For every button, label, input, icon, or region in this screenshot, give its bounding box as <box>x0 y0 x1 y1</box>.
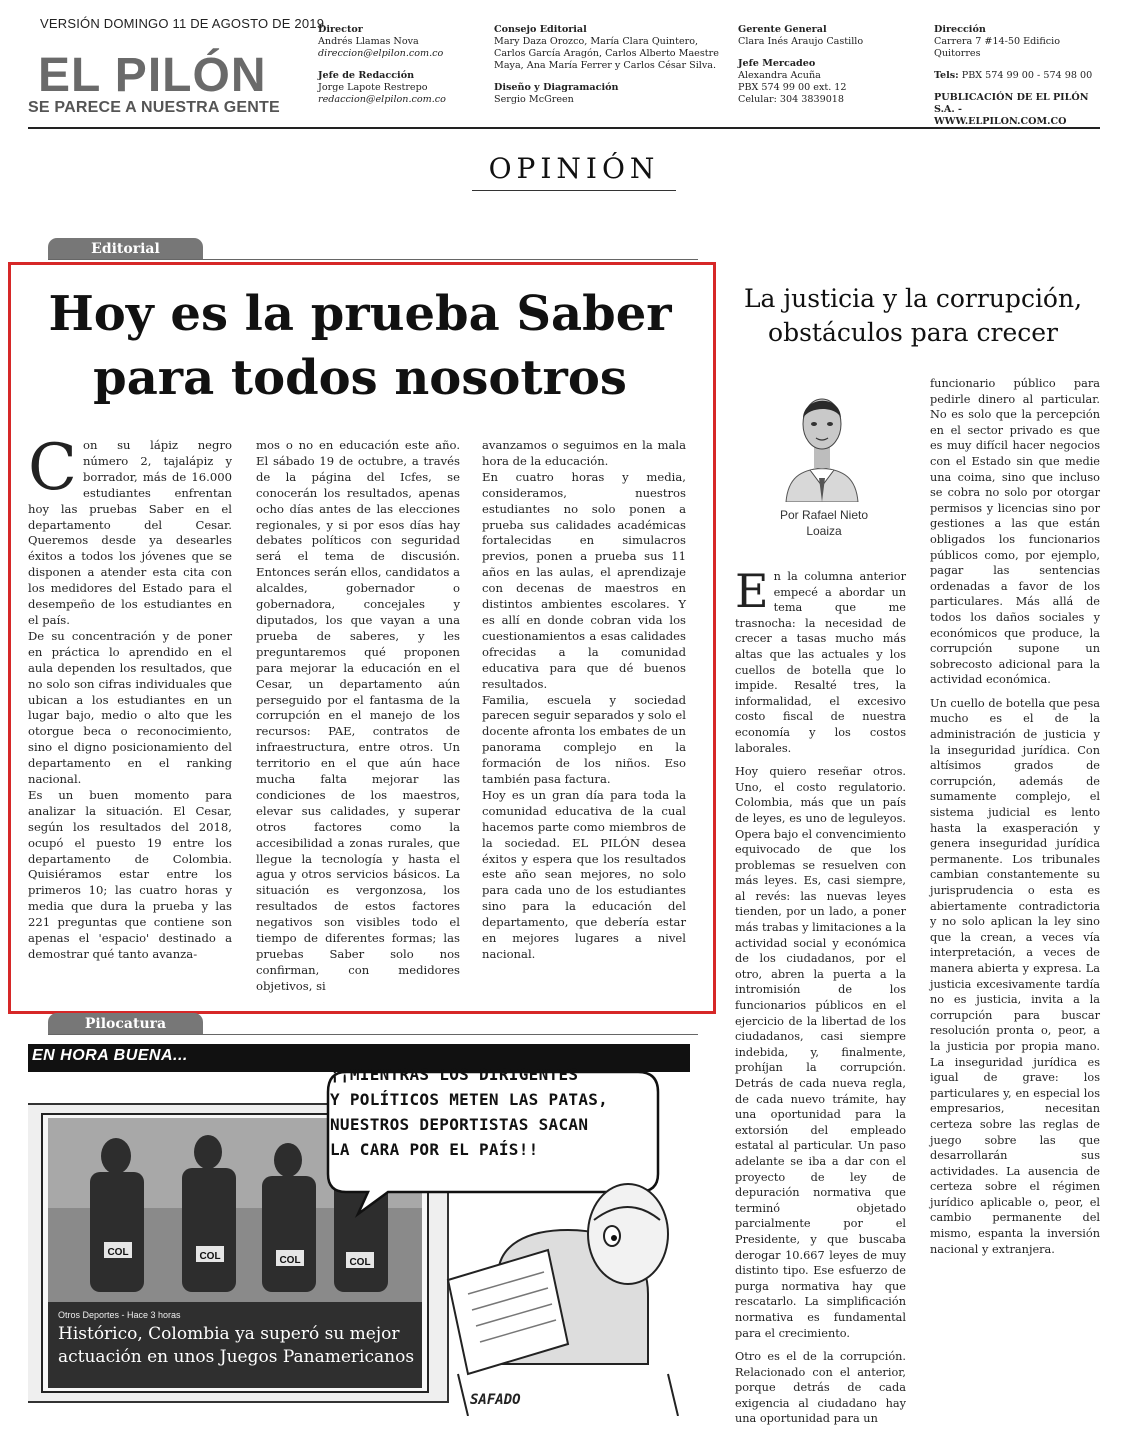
editorial-headline-line-2: para todos nosotros <box>93 350 627 406</box>
staff-name: Alexandra Acuña <box>738 70 821 81</box>
editorial-headline-line-1: Hoy es la prueba Saber <box>48 286 672 342</box>
editorial-column-2 <box>256 438 460 995</box>
staff-email: redaccion@elpilon.com.co <box>318 94 446 105</box>
editorial-column-3 <box>482 438 686 963</box>
staff-name: Clara Inés Araujo Castillo <box>738 36 864 47</box>
jersey-label: COL <box>349 1257 371 1268</box>
column-body-right <box>930 376 1100 1257</box>
column-drop-cap: E <box>735 564 769 618</box>
editorial-paragraph: mos o no en educación este año. El sábado 19 de octubre, a través de la página del Icfes, se conocerán los resultados, apenas ocho días antes de las elecciones regionales, y si por esos días hay debates políticos con seguridad será el tema de discusión. Entonces serán ellos, candidatos a alcaldes, gobernador o gobernadora, concejales y diputados, los que vayan a una prueba de saberes, y les preguntaremos qué proponen para mejorar la educación en el Cesar, un departamento aún perseguido por el fantasma de la corrupción en el manejo de los recursos: PAE, contratos de infraestructura, entre otros. Un territorio en el que aún hace mucha falta mejorar las condiciones de los maestros, elevar sus calidades, y superar otros factores como la accesibilidad a zonas rurales, que llegue la tecnología y hasta el agua y otros servicios básicos. La situación es vergonzosa, los resultados de estos factores negativos son visibles todo el tiempo de diferentes formas; las pruebas Saber solo nos confirman, con medidores objetivos, si <box>256 438 460 993</box>
staff-email: direccion@elpilon.com.co <box>318 48 444 59</box>
editorial-paragraph: De su concentración y de poner en práctica lo aprendido en el aula dependen los resultados, que no solo son cifras individuales que ubican a los estudiantes en un lugar bajo, medio o alto que les otorgue beca o reconocimiento, sino el digno posicionamiento del departamento en el ranking nacional. <box>28 628 232 787</box>
cartoonist-signature: SAFADO <box>470 1392 521 1408</box>
staff-role: Jefe Mercadeo <box>738 58 816 69</box>
editorial-column-1 <box>28 431 232 963</box>
column-body-left <box>735 564 906 1427</box>
staff-column-4 <box>934 24 1104 128</box>
staff-phone: Celular: 304 3839018 <box>738 94 845 105</box>
editorial-paragraph: on su lápiz negro número 2, tajalápiz y borrador, más de 16.000 estudiantes enfrentan hoy las pruebas Saber en el departamento del Cesar. Queremos desde ya desearles éxitos a todos los jóvenes que se disponen a atender esta cita con los medidores del Estado para el desempeño de los estudiantes en el país. <box>28 438 232 627</box>
staff-column-3 <box>738 24 918 106</box>
editorial-paragraph: avanzamos o seguimos en la mala hora de la educación. <box>482 438 686 468</box>
column-paragraph: n la columna anterior empecé a abordar un tema que me trasnocha: la necesidad de crecer a tasas mucho más altas que las actuales y los cuellos de botella que lo impide. Resalté tres, la informalidad, el excesivo costo fiscal de nuestra economía y los costos laborales. <box>735 570 906 755</box>
editorial-drop-cap: C <box>28 431 77 505</box>
author-portrait <box>782 378 862 502</box>
editorial-paragraph: Es un buen momento para analizar la situación. El Cesar, según los resultados del 2018, ocupó el puesto 19 entre los departamento de Colombia. Quisiéramos estar entre los primeros 10; las cuatro horas y media que dura la prueba y las 221 preguntas que contiene son apenas el 'espacio' destinado a demostrar qué tanto avanza- <box>28 787 232 961</box>
newspaper-slogan: SE PARECE A NUESTRA GENTE <box>28 99 280 116</box>
column-paragraph: funcionario público para pedirle dinero al particular. No es solo que la percepción en el sector privado es que es muy difícil hacer negocios con el Estado sin que medie una coima, sino que incluso se cobra no solo por otorgar permisos y licencias sino por gestiones a las que están obligados los funcionarios públicos como, por ejemplo, pagar las sentencias ordenadas a favor de los particulares. Más allá de todos los daños sociales y económicos que produce, la corrupción supone un sobrecosto adicional para la actividad económica. <box>930 377 1100 687</box>
column-byline <box>764 507 884 539</box>
column-paragraph: Otro es el de la corrupción. Relacionado con el anterior, porque detrás de cada exigencia al ciudadano hay una oportunidad para un <box>735 1350 906 1426</box>
speech-line: LA CARA POR EL PAÍS!! <box>330 1140 539 1159</box>
staff-role: Director <box>318 24 363 35</box>
editorial-tab-line <box>48 259 698 260</box>
section-title: OPINIÓN <box>488 152 660 185</box>
speech-line: NUESTROS DEPORTISTAS SACAN <box>330 1115 589 1134</box>
byline-line-1: Por Rafael Nieto <box>779 508 869 522</box>
speech-line: ¡¡MIENTRAS LOS DIRIGENTES <box>330 1065 579 1084</box>
column-paragraph: Hoy quiero reseñar otros. Uno, el costo regulatorio. Colombia, más que un país de leyes, es uno de leguleyos. Opera bajo el convencimiento equivocado de que los problemas se resuelven con más leyes. Es, casi siempre, al revés: las nuevas leyes tienden, por un lado, a poner más trabas y limitaciones a la actividad social y económica de los ciudadanos, por el otro, abren la puerta a la intromisión de los funcionarios públicos en el ejercicio de la libertad de los ciudadanos, casi siempre indebida, y, finalmente, prohíjan la corrupción. Detrás de cada nueva regla, de cada nuevo trámite, hay una oportunidad para la extorsión del empleado estatal al particular. Un paso adelante se iba a dar con el proyecto de ley de depuración normativa que terminó objetado parcialmente por el Presidente, y que buscaba derogar 10.667 leyes de muy distinto tipo. Ese esfuerzo de purga normativa hay que rescatarlo. La simplificación normativa es fundamental para el crecimiento. <box>735 765 906 1340</box>
phone-label: Tels: <box>934 70 959 81</box>
tv-news-headline: Histórico, Colombia ya superó su mejor actuación en unos Juegos Panamericanos <box>58 1324 415 1367</box>
staff-column-2 <box>494 24 729 106</box>
phone-numbers: PBX 574 99 00 - 574 98 00 <box>961 70 1093 81</box>
cartoon-tab: Pilocatura <box>48 1013 203 1035</box>
column-paragraph: Un cuello de botella que pesa mucho es el de la administración de justicia y la inseguridad jurídica. Con altísimos grados de corrupción, además de sumamente complejo, el sistema judicial es lento hasta la exasperación y genera inseguridad jurídica permanente. Los tribunales cambian constantemente su jurisprudencia o esta es abiertamente contradictoria y no solo aplican la ley sino que la crean, a veces vía interpretación, a veces de manera abierta y expresa. La justicia excesivamente tardía no es justicia, invita a la corrupción para buscar resolución pronta o, peor, a la justicia por propia mano. La inseguridad jurídica es igual de grave: los particulares y, en especial los empresarios, necesitan certeza sobre las reglas de juego sobre las que desarrollarán sus actividades. La ausencia de certeza sobre el régimen jurídico aplicable o, peor, el cambio permanente del mismo, espanta la inversión nacional y extranjera. <box>930 696 1100 1256</box>
staff-name: Maya, Ana María Ferrer y Carlos César Silva. <box>494 60 717 71</box>
editorial-headline <box>18 282 702 410</box>
tv-news-kicker: Otros Deportes - Hace 3 horas <box>58 1310 181 1320</box>
editorial-paragraph: Hoy es un gran día para toda la comunidad educativa de la cual hacemos parte como miembros de la sociedad. EL PILÓN desea éxitos y espera que los resultados este año sean mejores, no solo para cada uno de los estudiantes sino para la educación del departamento, que debería estar en mejores lugares a nivel nacional. <box>482 787 686 961</box>
masthead-divider <box>28 127 1100 129</box>
publisher: PUBLICACIÓN DE EL PILÓN S.A. - <box>934 92 1089 115</box>
address: Carrera 7 #14-50 Edificio Quitorres <box>934 36 1060 59</box>
staff-name: Jorge Lapote Restrepo <box>318 82 428 93</box>
staff-phone: PBX 574 99 00 ext. 12 <box>738 82 847 93</box>
column-headline-line-1: La justicia y la corrupción, <box>743 284 1083 313</box>
staff-role: Diseño y Diagramación <box>494 82 619 93</box>
staff-column-1 <box>318 24 488 106</box>
editorial-tab: Editorial <box>48 238 203 260</box>
newspaper-logo: EL PILÓN <box>38 49 267 102</box>
staff-name: Andrés Llamas Nova <box>318 36 419 47</box>
cartoon-tab-line <box>48 1034 698 1035</box>
speech-line: Y POLÍTICOS METEN LAS PATAS, <box>330 1090 609 1109</box>
jersey-label: COL <box>199 1251 221 1262</box>
staff-role: Consejo Editorial <box>494 24 587 35</box>
edition-date: VERSIÓN DOMINGO 11 DE AGOSTO DE 2019 <box>40 16 325 31</box>
editorial-paragraph: Familia, escuela y sociedad parecen seguir separados y solo el docente afronta los embates de un panorama complejo en la formación de los niños. Eso también pasa factura. <box>482 692 686 787</box>
staff-name: Carlos García Aragón, Carlos Alberto Maestre <box>494 48 719 59</box>
jersey-label: COL <box>279 1255 301 1266</box>
editorial-paragraph: En cuatro horas y media, consideramos, nuestros estudiantes no solo ponen a prueba sus calidades académicas fortalecidas en simulacros previos, ponen a prueba sus 11 años en las aulas, el aprendizaje con decenas de maestros en distintos ambientes escolares. Y es allí en donde cobran vida los cuestionamientos a esas calidades ofrecidas a la comunidad educativa para que dé buenos resultados. <box>482 469 686 691</box>
column-headline <box>724 282 1102 350</box>
staff-role: Gerente General <box>738 24 827 35</box>
website: WWW.ELPILON.COM.CO <box>934 116 1067 127</box>
jersey-label: COL <box>107 1247 129 1258</box>
staff-role: Jefe de Redacción <box>318 70 415 81</box>
column-headline-line-2: obstáculos para crecer <box>768 318 1058 347</box>
cartoon-banner-text: EN HORA BUENA... <box>32 1047 188 1064</box>
byline-line-2: Loaiza <box>806 524 842 538</box>
staff-name: Sergio McGreen <box>494 94 574 105</box>
staff-role: Dirección <box>934 24 986 35</box>
cartoon-speech-bubble <box>330 1062 620 1162</box>
staff-name: Mary Daza Orozco, María Clara Quintero, <box>494 36 699 47</box>
section-underline <box>472 190 676 191</box>
